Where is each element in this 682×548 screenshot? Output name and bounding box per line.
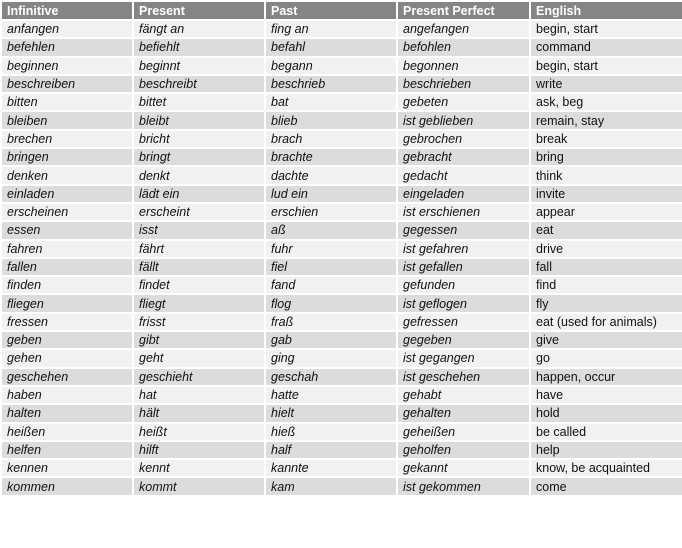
table-row <box>1 349 682 367</box>
cell-english: begin, start <box>530 20 682 38</box>
cell-present: kennt <box>133 459 265 477</box>
cell-present: hilft <box>133 441 265 459</box>
cell-past: lud ein <box>265 185 397 203</box>
cell-past: geschah <box>265 368 397 386</box>
cell-past: aß <box>265 221 397 239</box>
cell-english: break <box>530 130 682 148</box>
cell-present: findet <box>133 276 265 294</box>
cell-present-perfect: ist geblieben <box>397 111 530 129</box>
table-body <box>1 20 682 496</box>
cell-present: hat <box>133 386 265 404</box>
cell-present-perfect: geholfen <box>397 441 530 459</box>
cell-present: heißt <box>133 423 265 441</box>
table-row <box>1 294 682 312</box>
cell-past: hielt <box>265 404 397 422</box>
cell-infinitive: haben <box>1 386 133 404</box>
cell-past: brachte <box>265 148 397 166</box>
cell-infinitive: fressen <box>1 313 133 331</box>
cell-english: bring <box>530 148 682 166</box>
cell-present: erscheint <box>133 203 265 221</box>
cell-infinitive: fallen <box>1 258 133 276</box>
table-header <box>1 1 682 20</box>
header-past: Past <box>265 1 397 20</box>
header-english: English <box>530 1 682 20</box>
cell-english: happen, occur <box>530 368 682 386</box>
cell-present: fällt <box>133 258 265 276</box>
cell-english: come <box>530 477 682 495</box>
cell-infinitive: einladen <box>1 185 133 203</box>
header-present-perfect: Present Perfect <box>397 1 530 20</box>
cell-present-perfect: gehalten <box>397 404 530 422</box>
table-row <box>1 203 682 221</box>
cell-past: fand <box>265 276 397 294</box>
table-row <box>1 111 682 129</box>
cell-past: beschrieb <box>265 75 397 93</box>
cell-present-perfect: ist gefahren <box>397 240 530 258</box>
table-row <box>1 240 682 258</box>
cell-english: think <box>530 166 682 184</box>
table-row <box>1 221 682 239</box>
cell-present-perfect: gegessen <box>397 221 530 239</box>
cell-present: isst <box>133 221 265 239</box>
cell-present: beschreibt <box>133 75 265 93</box>
cell-infinitive: essen <box>1 221 133 239</box>
table-row <box>1 368 682 386</box>
cell-english: ask, beg <box>530 93 682 111</box>
cell-present-perfect: beschrieben <box>397 75 530 93</box>
cell-english: know, be acquainted <box>530 459 682 477</box>
cell-past: fiel <box>265 258 397 276</box>
cell-english: write <box>530 75 682 93</box>
cell-infinitive: fliegen <box>1 294 133 312</box>
table-row <box>1 423 682 441</box>
table-row <box>1 459 682 477</box>
cell-present-perfect: befohlen <box>397 38 530 56</box>
cell-infinitive: finden <box>1 276 133 294</box>
cell-english: drive <box>530 240 682 258</box>
cell-infinitive: bleiben <box>1 111 133 129</box>
cell-present-perfect: ist gegangen <box>397 349 530 367</box>
cell-past: gab <box>265 331 397 349</box>
table-row <box>1 331 682 349</box>
header-row <box>1 1 682 20</box>
cell-past: flog <box>265 294 397 312</box>
cell-past: befahl <box>265 38 397 56</box>
cell-infinitive: gehen <box>1 349 133 367</box>
header-present: Present <box>133 1 265 20</box>
cell-present: bittet <box>133 93 265 111</box>
cell-english: be called <box>530 423 682 441</box>
cell-present-perfect: gekannt <box>397 459 530 477</box>
cell-past: kannte <box>265 459 397 477</box>
cell-english: give <box>530 331 682 349</box>
cell-present: hält <box>133 404 265 422</box>
table-row <box>1 75 682 93</box>
cell-present: bringt <box>133 148 265 166</box>
cell-past: begann <box>265 57 397 75</box>
cell-present: geschieht <box>133 368 265 386</box>
cell-present-perfect: begonnen <box>397 57 530 75</box>
cell-infinitive: fahren <box>1 240 133 258</box>
cell-past: half <box>265 441 397 459</box>
cell-infinitive: befehlen <box>1 38 133 56</box>
cell-present: kommt <box>133 477 265 495</box>
header-infinitive: Infinitive <box>1 1 133 20</box>
cell-english: begin, start <box>530 57 682 75</box>
cell-present-perfect: gebracht <box>397 148 530 166</box>
cell-present: frisst <box>133 313 265 331</box>
cell-present: fängt an <box>133 20 265 38</box>
cell-infinitive: geschehen <box>1 368 133 386</box>
cell-past: kam <box>265 477 397 495</box>
table-row <box>1 93 682 111</box>
cell-past: blieb <box>265 111 397 129</box>
cell-english: find <box>530 276 682 294</box>
cell-english: fall <box>530 258 682 276</box>
table-row <box>1 130 682 148</box>
cell-present: denkt <box>133 166 265 184</box>
cell-past: bat <box>265 93 397 111</box>
cell-past: hieß <box>265 423 397 441</box>
cell-english: hold <box>530 404 682 422</box>
cell-present-perfect: gebrochen <box>397 130 530 148</box>
cell-english: remain, stay <box>530 111 682 129</box>
cell-present-perfect: gefressen <box>397 313 530 331</box>
cell-present-perfect: eingeladen <box>397 185 530 203</box>
cell-present-perfect: ist gefallen <box>397 258 530 276</box>
table-row <box>1 404 682 422</box>
table-row <box>1 386 682 404</box>
cell-infinitive: anfangen <box>1 20 133 38</box>
table-row <box>1 276 682 294</box>
table-row <box>1 148 682 166</box>
cell-english: have <box>530 386 682 404</box>
cell-present-perfect: angefangen <box>397 20 530 38</box>
table-row <box>1 166 682 184</box>
cell-english: go <box>530 349 682 367</box>
cell-past: fing an <box>265 20 397 38</box>
cell-present: fliegt <box>133 294 265 312</box>
cell-infinitive: beschreiben <box>1 75 133 93</box>
cell-english: help <box>530 441 682 459</box>
cell-present: geht <box>133 349 265 367</box>
cell-infinitive: halten <box>1 404 133 422</box>
cell-present-perfect: gedacht <box>397 166 530 184</box>
cell-present-perfect: geheißen <box>397 423 530 441</box>
cell-past: dachte <box>265 166 397 184</box>
cell-infinitive: geben <box>1 331 133 349</box>
table-row <box>1 57 682 75</box>
cell-present-perfect: ist geflogen <box>397 294 530 312</box>
cell-present: beginnt <box>133 57 265 75</box>
cell-present-perfect: gebeten <box>397 93 530 111</box>
cell-infinitive: bitten <box>1 93 133 111</box>
cell-present-perfect: gehabt <box>397 386 530 404</box>
cell-english: eat (used for animals) <box>530 313 682 331</box>
cell-english: fly <box>530 294 682 312</box>
cell-present-perfect: gegeben <box>397 331 530 349</box>
cell-present-perfect: gefunden <box>397 276 530 294</box>
cell-english: eat <box>530 221 682 239</box>
table-row <box>1 441 682 459</box>
cell-present: gibt <box>133 331 265 349</box>
cell-past: hatte <box>265 386 397 404</box>
table-row <box>1 20 682 38</box>
cell-english: invite <box>530 185 682 203</box>
cell-present: befiehlt <box>133 38 265 56</box>
table-row <box>1 38 682 56</box>
cell-infinitive: helfen <box>1 441 133 459</box>
cell-past: brach <box>265 130 397 148</box>
cell-present-perfect: ist gekommen <box>397 477 530 495</box>
table-row <box>1 258 682 276</box>
cell-infinitive: beginnen <box>1 57 133 75</box>
cell-present: fährt <box>133 240 265 258</box>
cell-past: fraß <box>265 313 397 331</box>
table-row <box>1 477 682 495</box>
cell-past: fuhr <box>265 240 397 258</box>
cell-infinitive: heißen <box>1 423 133 441</box>
cell-english: appear <box>530 203 682 221</box>
cell-present-perfect: ist geschehen <box>397 368 530 386</box>
cell-infinitive: erscheinen <box>1 203 133 221</box>
cell-infinitive: kennen <box>1 459 133 477</box>
cell-past: erschien <box>265 203 397 221</box>
cell-past: ging <box>265 349 397 367</box>
cell-present: lädt ein <box>133 185 265 203</box>
cell-infinitive: bringen <box>1 148 133 166</box>
cell-present-perfect: ist erschienen <box>397 203 530 221</box>
cell-infinitive: kommen <box>1 477 133 495</box>
cell-english: command <box>530 38 682 56</box>
cell-infinitive: denken <box>1 166 133 184</box>
table-row <box>1 313 682 331</box>
table-row <box>1 185 682 203</box>
cell-present: bleibt <box>133 111 265 129</box>
cell-present: bricht <box>133 130 265 148</box>
cell-infinitive: brechen <box>1 130 133 148</box>
